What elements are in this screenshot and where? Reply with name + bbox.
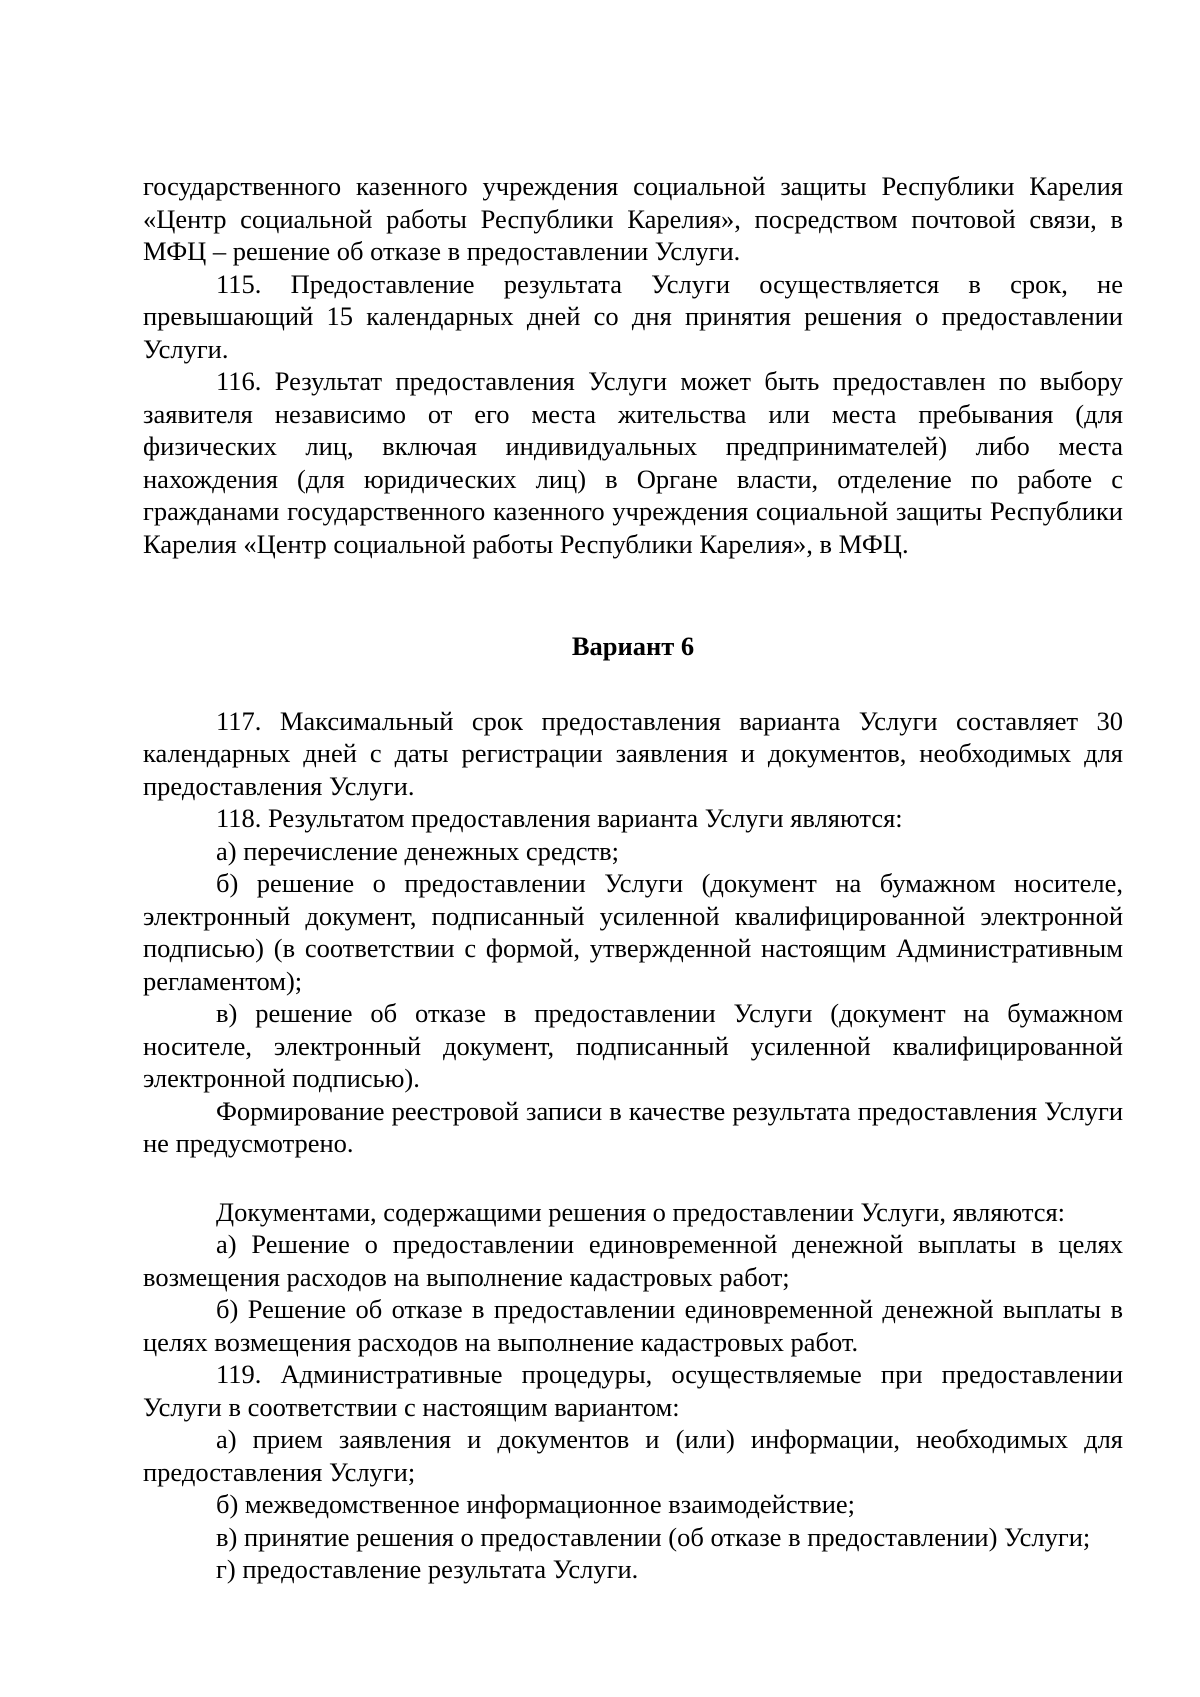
- list-item-decision-a: а) Решение о предоставлении единовременной денежной выплаты в целях возмещения расходов на выполнение кадастровых работ;: [143, 1229, 1123, 1292]
- document-page: [143, 170, 1123, 1586]
- spacer: [143, 1160, 1123, 1196]
- list-item-decision-b: б) Решение об отказе в предоставлении единовременной денежной выплаты в целях возмещения расходов на выполнение кадастровых работ.: [143, 1294, 1123, 1357]
- paragraph-119: 119. Административные процедуры, осуществляемые при предоставлении Услуги в соответствии с настоящим вариантом:: [143, 1359, 1123, 1422]
- list-item-118-b: б) решение о предоставлении Услуги (документ на бумажном носителе, электронный документ, подписанный усиленной квалифицированной электронной подписью) (в соответствии с формой, утвержденной настоящим Административным регламентом);: [143, 868, 1123, 996]
- paragraph-117: 117. Максимальный срок предоставления варианта Услуги составляет 30 календарных дней с даты регистрации заявления и документов, необходимых для предоставления Услуги.: [143, 705, 1123, 801]
- paragraph-115: 115. Предоставление результата Услуги осуществляется в срок, не превышающий 15 календарных дней со дня принятия решения о предоставлении Услуги.: [143, 268, 1123, 364]
- list-item-119-d: г) предоставление результата Услуги.: [216, 1554, 639, 1584]
- list-item-119-b: б) межведомственное информационное взаимодействие;: [216, 1489, 856, 1519]
- paragraph-116: 116. Результат предоставления Услуги может быть предоставлен по выбору заявителя независимо от его места жительства или места пребывания (для физических лиц, включая индивидуальных предпринимателей) либо места нахождения (для юридических лиц) в Органе власти, отделение по работе с гражданами государственного казенного учреждения социальной защиты Республики Карелия «Центр социальной работы Республики Карелия», в МФЦ.: [143, 366, 1123, 559]
- list-item-119-a: а) прием заявления и документов и (или) информации, необходимых для предоставления Услуги;: [143, 1424, 1123, 1487]
- list-item-118-c: в) решение об отказе в предоставлении Услуги (документ на бумажном носителе, электронный документ, подписанный усиленной квалифицированной электронной подписью).: [143, 998, 1123, 1093]
- paragraph-continuation: государственного казенного учреждения социальной защиты Республики Карелия «Центр социальной работы Республики Карелия», посредством почтовой связи, в МФЦ – решение об отказе в предоставлении Услуги.: [143, 171, 1123, 266]
- section-heading: Вариант 6: [571, 631, 695, 661]
- spacer: [143, 663, 1123, 705]
- paragraph-decision-documents: Документами, содержащими решения о предоставлении Услуги, являются:: [216, 1196, 1066, 1227]
- spacer: [143, 560, 1123, 630]
- paragraph-registry-note: Формирование реестровой записи в качестве результата предоставления Услуги не предусмотрено.: [143, 1095, 1123, 1158]
- list-item-118-a: а) перечисление денежных средств;: [216, 835, 619, 866]
- paragraph-118: 118. Результатом предоставления варианта Услуги являются:: [216, 803, 903, 833]
- list-item-119-c: в) принятие решения о предоставлении (об отказе в предоставлении) Услуги;: [216, 1521, 1091, 1552]
